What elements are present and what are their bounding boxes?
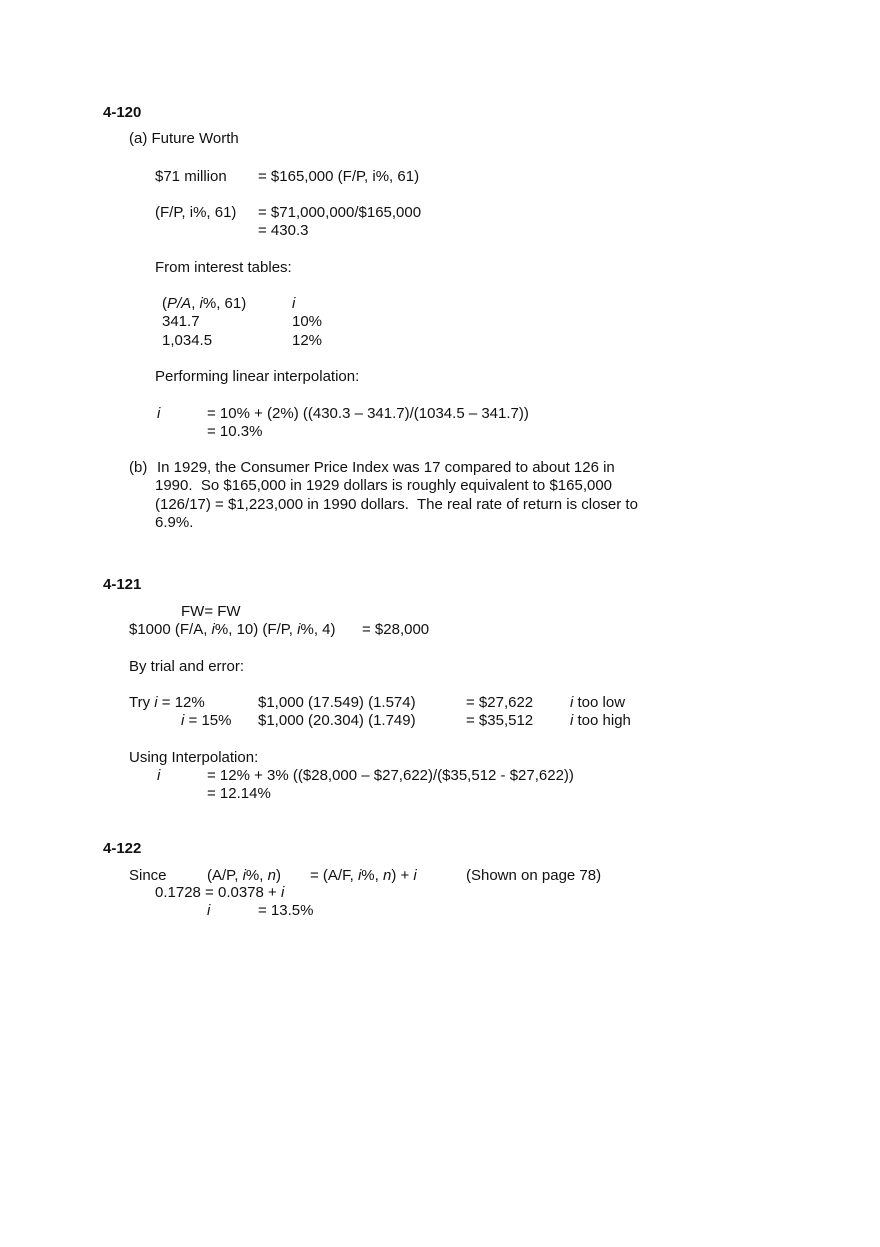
trial-and-error-label: By trial and error: [129, 658, 245, 675]
part-b-label: (b) [129, 459, 148, 476]
result-value-122: = 13.5% [258, 902, 314, 919]
table-header-rate: i [292, 295, 296, 312]
trial-1-note: i too low [570, 694, 626, 711]
equation-1-lhs: $71 million [155, 168, 227, 185]
equation-2-rhs-line-2: = 430.3 [258, 222, 309, 239]
problem-4-122-heading: 4-122 [103, 840, 142, 857]
interpolation-121-line-1: = 12% + 3% (($28,000 – $27,622)/($35,512 - $27,622)) [207, 767, 574, 784]
part-b-line-3: (126/17) = $1,223,000 in 1990 dollars. The real rate of return is closer to [155, 496, 638, 513]
interpolation-line-2: = 10.3% [207, 423, 263, 440]
equation-2-rhs-line-1: = $71,000,000/$165,000 [258, 204, 422, 221]
interpolation-121-line-2: = 12.14% [207, 785, 271, 802]
table-row-2-factor: 1,034.5 [162, 332, 213, 349]
trial-1-result: = $27,622 [466, 694, 534, 711]
equation-1-rhs: = $165,000 (F/P, i%, 61) [258, 168, 420, 185]
problem-4-121-heading: 4-121 [103, 576, 142, 593]
page-reference-note: (Shown on page 78) [466, 867, 602, 884]
part-b-line-1: In 1929, the Consumer Price Index was 17 compared to about 126 in [157, 459, 615, 476]
trial-2-note: i too high [570, 712, 631, 729]
trial-2-rate: i = 15% [181, 712, 232, 729]
interpolation-variable-121: i [157, 767, 161, 784]
table-row-1-rate: 10% [292, 313, 323, 330]
using-interpolation-label: Using Interpolation: [129, 749, 259, 766]
fw-equation-rhs: = $28,000 [362, 621, 430, 638]
result-variable-122: i [207, 902, 211, 919]
ap-factor: (A/P, i%, n) [207, 867, 281, 884]
part-a-label: (a) Future Worth [129, 130, 239, 147]
fw-equation: $1000 (F/A, i%, 10) (F/P, i%, 4) [129, 621, 336, 638]
interest-tables-label: From interest tables: [155, 259, 292, 276]
trial-1-calculation: $1,000 (17.549) (1.574) [258, 694, 416, 711]
interpolation-line-1: = 10% + (2%) ((430.3 – 341.7)/(1034.5 – 341.7)) [207, 405, 529, 422]
problem-4-120-heading: 4-120 [103, 104, 142, 121]
trial-2-calculation: $1,000 (20.304) (1.749) [258, 712, 416, 729]
fw-line: FW= FW [181, 603, 241, 620]
af-factor-expression: = (A/F, i%, n) + i [310, 867, 417, 884]
linear-interpolation-label: Performing linear interpolation: [155, 368, 360, 385]
interpolation-variable: i [157, 405, 161, 422]
trial-2-result: = $35,512 [466, 712, 534, 729]
since-label: Since [129, 867, 167, 884]
part-b-line-2: 1990. So $165,000 in 1929 dollars is roughly equivalent to $165,000 [155, 477, 613, 494]
equation-122-line-2: 0.1728 = 0.0378 + i [155, 884, 285, 901]
trial-1-rate: Try i = 12% [129, 694, 205, 711]
part-b-line-4: 6.9%. [155, 514, 194, 531]
table-row-2-rate: 12% [292, 332, 323, 349]
table-header-factor: (P/A, i%, 61) [162, 295, 247, 312]
table-row-1-factor: 341.7 [162, 313, 200, 330]
equation-2-lhs: (F/P, i%, 61) [155, 204, 237, 221]
